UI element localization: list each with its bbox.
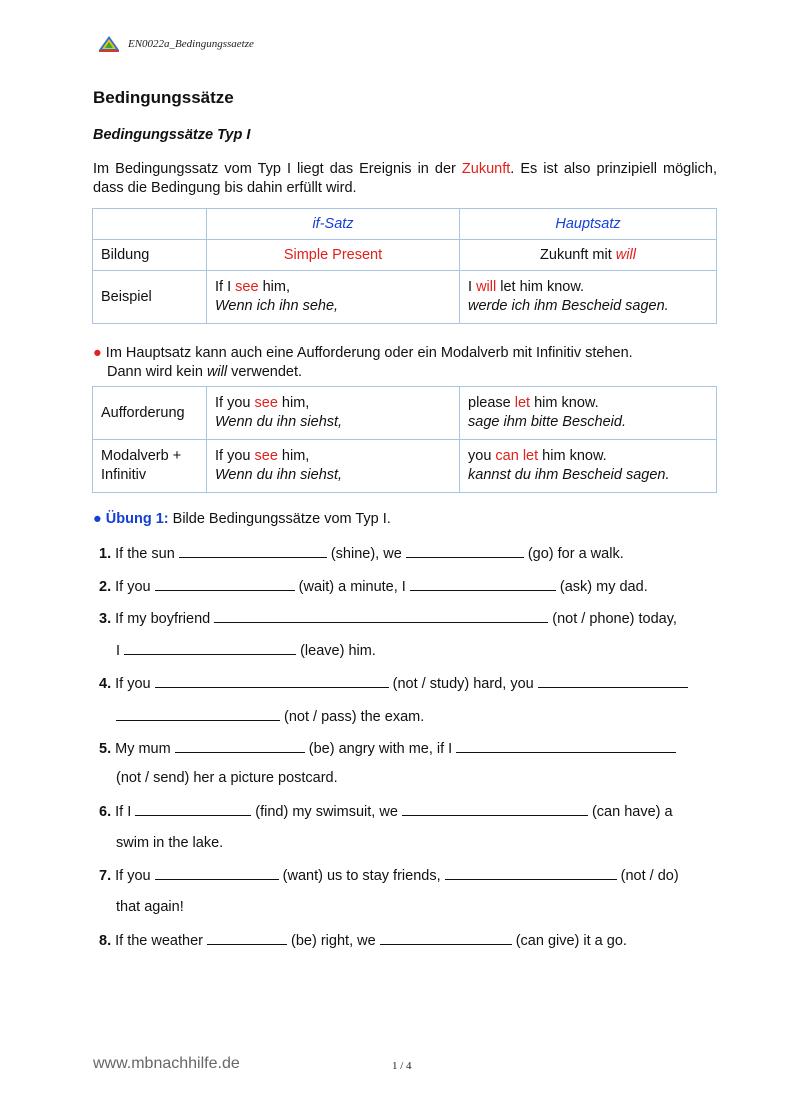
- note-text: Dann wird kein: [107, 364, 207, 380]
- answer-blank[interactable]: [406, 543, 524, 558]
- exercise-title: [93, 511, 391, 527]
- main-clause-example: [460, 387, 717, 440]
- intro-highlight: Zukunft: [461, 161, 511, 177]
- answer-blank[interactable]: [445, 865, 617, 880]
- exercise-item-6-cont: [116, 833, 223, 853]
- item-text: (not / send) her a picture postcard.: [116, 770, 338, 786]
- item-number: 6.: [99, 804, 112, 820]
- example-de: Wenn du ihn siehst,: [215, 467, 343, 483]
- example-text: let him know.: [496, 279, 585, 295]
- form-text: Zukunft mit: [540, 246, 616, 263]
- intro-text-end: . Es ist also prinzipiell möglich, dass die Bedingung bis dahin erfüllt wird.: [93, 161, 717, 196]
- example-en: [468, 447, 708, 466]
- item-number: 4.: [99, 676, 112, 692]
- item-text: (ask) my dad.: [555, 579, 648, 595]
- exercise-item-6: [99, 801, 673, 822]
- row-label: Aufforderung: [93, 387, 207, 440]
- row-label: Bildung: [93, 240, 207, 271]
- example-text: you: [468, 448, 496, 464]
- example-de: Wenn ich ihn sehe,: [215, 298, 339, 314]
- if-clause-example: [207, 440, 460, 493]
- intro-text: Im Bedingungssatz vom Typ I liegt das Ereignis in der: [93, 161, 462, 177]
- exercise-item-3-cont: [116, 640, 376, 661]
- answer-blank[interactable]: [135, 801, 251, 816]
- table-row-modalverb: [93, 440, 717, 493]
- item-text: (leave) him.: [296, 643, 376, 659]
- answer-blank[interactable]: [207, 930, 287, 945]
- example-de: sage ihm bitte Bescheid.: [468, 414, 626, 430]
- exercise-item-4-cont: [116, 706, 424, 727]
- item-text: I: [116, 643, 125, 659]
- exercise-item-5-cont: [116, 768, 338, 788]
- exercise-item-8: [99, 930, 627, 951]
- exercise-item-5: [99, 738, 676, 759]
- exercise-instruction: Bilde Bedingungssätze vom Typ I.: [168, 511, 391, 527]
- item-text: (be) angry with me, if I: [304, 741, 457, 757]
- item-text: If you: [111, 579, 155, 595]
- item-text: (can have) a: [587, 804, 673, 820]
- example-en: [468, 394, 708, 413]
- main-clause-example: [460, 271, 717, 324]
- example-text: If you: [215, 395, 255, 411]
- item-text: If you: [111, 676, 155, 692]
- note-text: verwendet.: [227, 364, 303, 380]
- main-clause-example: [460, 440, 717, 493]
- row-label-line: Infinitiv: [101, 467, 147, 483]
- main-clause-form: [460, 240, 717, 271]
- answer-blank[interactable]: [402, 801, 588, 816]
- answer-blank[interactable]: [124, 640, 296, 655]
- table-row-beispiel: [93, 271, 717, 324]
- item-text: that again!: [116, 899, 184, 915]
- section-title: Bedingungssätze Typ I: [93, 127, 251, 143]
- answer-blank[interactable]: [380, 930, 512, 945]
- note-line-2: [93, 363, 717, 382]
- example-text: please: [468, 395, 515, 411]
- form-keyword: will: [615, 246, 636, 263]
- item-text: (go) for a walk.: [523, 546, 624, 562]
- note-keyword: will: [206, 364, 228, 380]
- answer-blank[interactable]: [155, 576, 295, 591]
- answer-blank[interactable]: [155, 673, 389, 688]
- row-label: [93, 440, 207, 493]
- example-en: [468, 278, 708, 297]
- answer-blank[interactable]: [175, 738, 305, 753]
- item-text: (not / do): [616, 868, 679, 884]
- item-text: (not / study) hard, you: [388, 676, 538, 692]
- exercise-item-7-cont: [116, 897, 184, 917]
- example-de: kannst du ihm Bescheid sagen.: [468, 467, 670, 483]
- item-text: (not / pass) the exam.: [280, 709, 425, 725]
- if-clause-example: [207, 387, 460, 440]
- item-number: 3.: [99, 611, 112, 627]
- item-text: (be) right, we: [287, 933, 380, 949]
- answer-blank[interactable]: [456, 738, 676, 753]
- answer-blank[interactable]: [155, 865, 279, 880]
- bullet-icon: ●: [93, 511, 106, 527]
- item-text: (shine), we: [326, 546, 406, 562]
- example-keyword: see: [254, 448, 278, 464]
- answer-blank[interactable]: [116, 706, 280, 721]
- example-text: him,: [277, 395, 310, 411]
- example-text: him know.: [538, 448, 607, 464]
- note-paragraph: [93, 344, 717, 382]
- exercise-item-1: [99, 543, 624, 564]
- exercise-item-4: [99, 673, 688, 694]
- item-text: (find) my swimsuit, we: [251, 804, 402, 820]
- answer-blank[interactable]: [410, 576, 556, 591]
- page-number: 1 / 4: [392, 1060, 412, 1072]
- variants-table: [92, 386, 717, 493]
- example-text: If you: [215, 448, 255, 464]
- if-clause-header: if-Satz: [207, 209, 460, 240]
- example-text: him,: [258, 279, 290, 295]
- example-text: him,: [277, 448, 310, 464]
- exercise-item-3: [99, 608, 677, 629]
- row-label: Beispiel: [93, 271, 207, 324]
- item-text: (wait) a minute, I: [294, 579, 410, 595]
- item-text: If you: [111, 868, 155, 884]
- item-number: 7.: [99, 868, 112, 884]
- answer-blank[interactable]: [214, 608, 548, 623]
- table-header-row: [93, 209, 717, 240]
- item-text: (want) us to stay friends,: [278, 868, 445, 884]
- item-number: 5.: [99, 741, 112, 757]
- exercise-item-7: [99, 865, 679, 886]
- example-text: I: [468, 279, 477, 295]
- row-label-line: Modalverb +: [101, 448, 182, 464]
- page-title: Bedingungssätze: [93, 88, 234, 107]
- item-text: If the sun: [111, 546, 179, 562]
- item-number: 1.: [99, 546, 112, 562]
- note-text: Im Hauptsatz kann auch eine Aufforderung oder ein Modalverb mit Infinitiv stehen.: [101, 345, 633, 361]
- item-text: If I: [111, 804, 136, 820]
- bullet-icon: ●: [93, 345, 102, 361]
- empty-cell: [93, 209, 207, 240]
- example-en: [215, 447, 451, 466]
- intro-paragraph: [93, 160, 717, 198]
- item-text: (can give) it a go.: [511, 933, 627, 949]
- example-keyword: see: [254, 395, 278, 411]
- example-keyword: will: [476, 279, 497, 295]
- example-text: him know.: [530, 395, 599, 411]
- item-number: 2.: [99, 579, 112, 595]
- example-de: Wenn du ihn siehst,: [215, 414, 343, 430]
- example-en: [215, 278, 451, 297]
- exercise-label: Übung 1:: [105, 511, 169, 527]
- example-keyword: let: [514, 395, 531, 411]
- document-header: [99, 36, 254, 52]
- example-keyword: see: [235, 279, 259, 295]
- answer-blank[interactable]: [179, 543, 327, 558]
- if-clause-form: Simple Present: [207, 240, 460, 271]
- type1-table: [92, 208, 717, 324]
- example-text: If I: [215, 279, 236, 295]
- if-clause-example: [207, 271, 460, 324]
- item-text: If the weather: [111, 933, 208, 949]
- example-en: [215, 394, 451, 413]
- footer-url: www.mbnachhilfe.de: [93, 1055, 240, 1072]
- main-clause-header: Hauptsatz: [460, 209, 717, 240]
- item-number: 8.: [99, 933, 112, 949]
- table-row-aufforderung: [93, 387, 717, 440]
- example-keyword: can let: [495, 448, 539, 464]
- table-row-bildung: [93, 240, 717, 271]
- document-id: EN0022a_Bedingungssaetze: [128, 38, 254, 50]
- item-text: (not / phone) today,: [548, 611, 677, 627]
- example-de: werde ich ihm Bescheid sagen.: [468, 298, 669, 314]
- exercise-item-2: [99, 576, 648, 597]
- item-text: swim in the lake.: [116, 835, 224, 851]
- logo-icon: [99, 36, 119, 52]
- item-text: If my boyfriend: [111, 611, 215, 627]
- item-text: My mum: [111, 741, 175, 757]
- answer-blank[interactable]: [538, 673, 688, 688]
